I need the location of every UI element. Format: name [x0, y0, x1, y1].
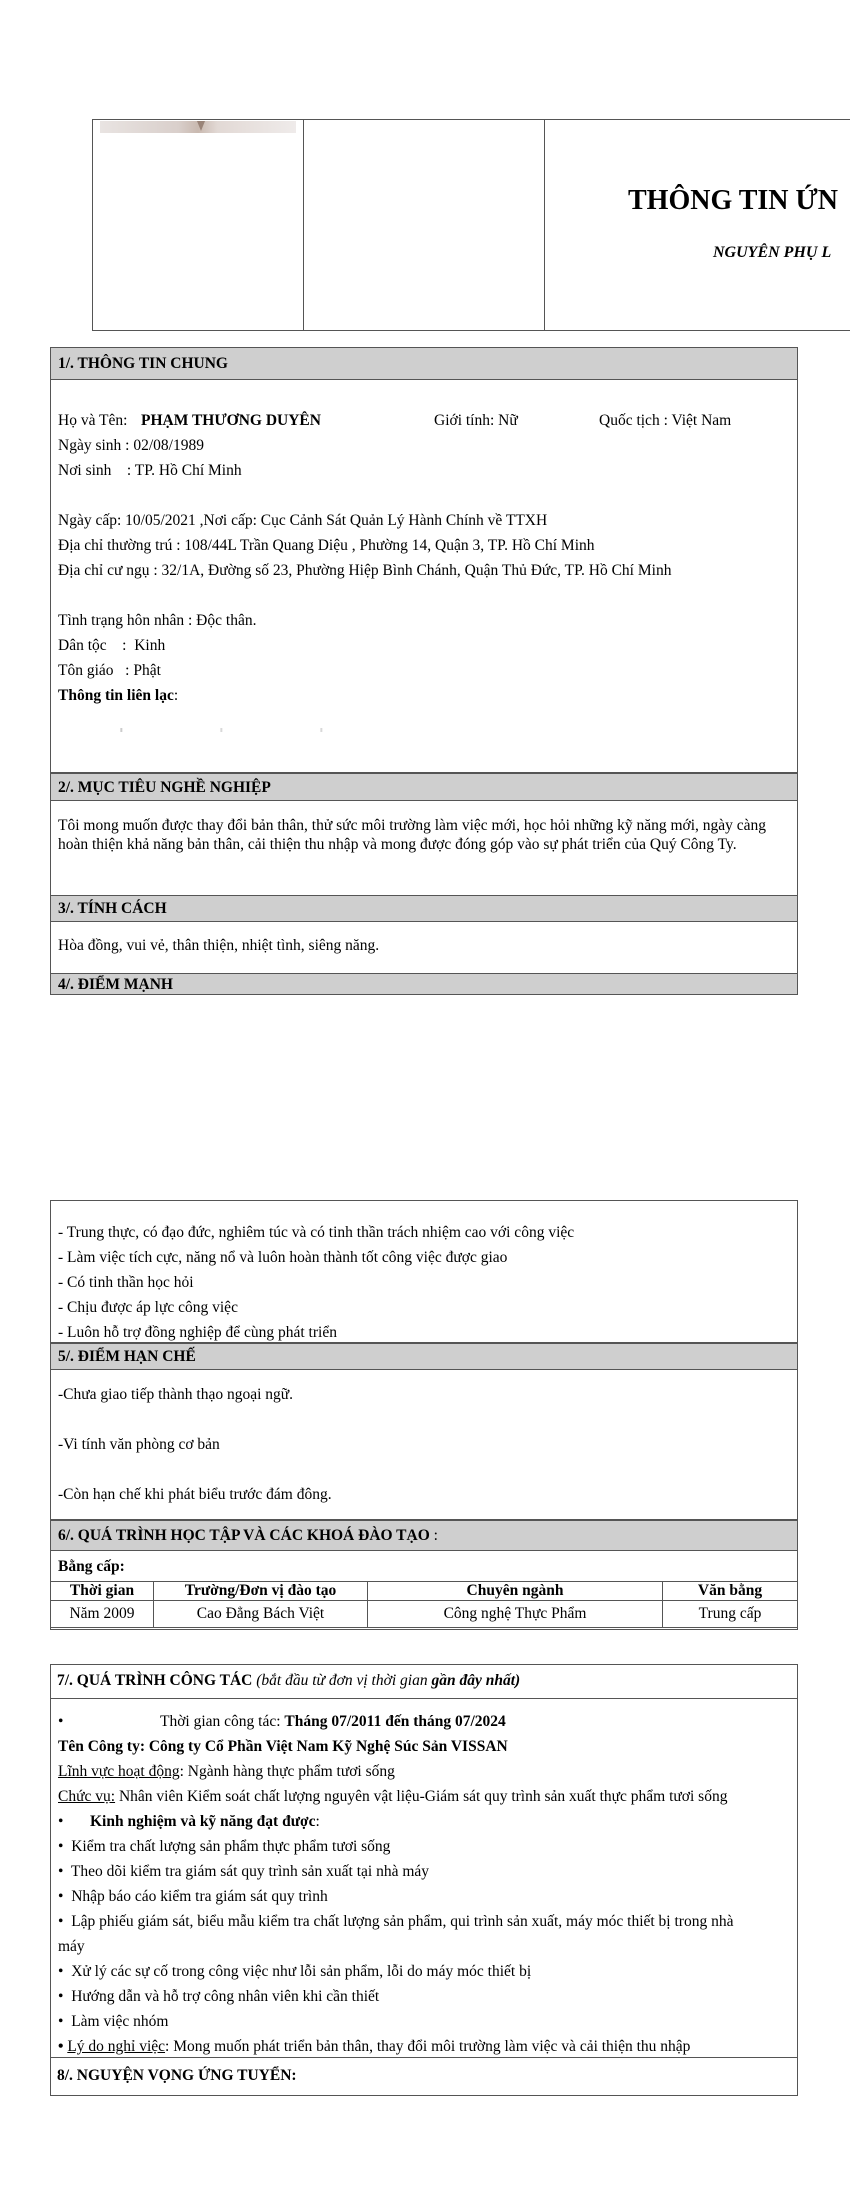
section-7-heading — [50, 1664, 798, 1699]
education-table — [50, 1581, 798, 1628]
company-name: Tên Công ty: Công ty Cổ Phần Việt Nam Kỹ Nghệ Súc Sản VISSAN — [58, 1738, 508, 1755]
contact-info: Thông tin liên lạc: — [58, 687, 179, 704]
job-position-label: Chức vụ: — [58, 1788, 116, 1805]
work-period — [160, 1712, 506, 1732]
skill-item-text: Kiểm tra chất lượng sản phẩm thực phẩm tươi sống — [71, 1838, 391, 1855]
cell-school: Cao Đẳng Bách Việt — [154, 1601, 368, 1628]
section-7-heading-note: (bắt đầu từ đơn vị thời gian — [256, 1672, 432, 1689]
section-4-heading: 4/. ĐIỂM MẠNH — [50, 973, 798, 995]
skill-item: • Theo dõi kiểm tra giám sát quy trình sản xuất tại nhà máy — [58, 1863, 430, 1880]
personality-text: Hòa đồng, vui vẻ, thân thiện, nhiệt tình, siêng năng. — [58, 937, 380, 954]
ethnicity: Dân tộc : Kinh — [58, 637, 166, 654]
section-7-heading-text: 7/. QUÁ TRÌNH CÔNG TÁC — [57, 1672, 253, 1689]
degree-label: Bằng cấp: — [58, 1558, 125, 1575]
cell-time: Năm 2009 — [51, 1601, 154, 1628]
full-name-value: PHẠM THƯƠNG DUYÊN — [141, 412, 321, 429]
strength-item: - Có tinh thần học hỏi — [58, 1274, 194, 1291]
header-title: THÔNG TIN ỨN — [628, 185, 839, 216]
leave-reason-label: Lý do nghỉ việc — [67, 2038, 166, 2055]
contact-info-label: Thông tin liên lạc — [58, 687, 174, 704]
job-position — [58, 1787, 727, 1807]
skill-item: • Hướng dẫn và hỗ trợ công nhân viên khi cần thiết — [58, 1988, 380, 2005]
current-address: Địa chỉ cư ngụ : 32/1A, Đường số 23, Phường Hiệp Bình Chánh, Quận Thủ Đức, TP. Hồ Chí Minh — [58, 562, 672, 579]
table-row — [51, 1601, 798, 1628]
skill-item: • Nhập báo cáo kiểm tra giám sát quy trình — [58, 1888, 328, 1905]
section-3-heading: 3/. TÍNH CÁCH — [50, 895, 798, 922]
header-divider-1 — [303, 119, 304, 331]
section-8-heading: 8/. NGUYỆN VỌNG ỨNG TUYỂN: — [57, 2067, 297, 2084]
cell-major: Công nghệ Thực Phẩm — [368, 1601, 663, 1628]
strength-item: - Trung thực, có đạo đức, nghiêm túc và có tinh thần trách nhiệm cao với công việc — [58, 1224, 575, 1241]
header-divider-2 — [544, 119, 545, 331]
skills-bullet: • — [58, 1813, 64, 1830]
skill-item: • Làm việc nhóm — [58, 2013, 169, 2030]
skills-heading-label: Kinh nghiệm và kỹ năng đạt được — [90, 1813, 316, 1830]
col-header-major: Chuyên ngành — [368, 1582, 663, 1601]
skill-item-text: Xử lý các sự cố trong công việc như lỗi sản phẩm, lỗi do máy móc thiết bị — [71, 1963, 532, 1980]
job-position-value: Nhân viên Kiểm soát chất lượng nguyên vật liệu-Giám sát quy trình sản xuất thực phẩm tươi sống — [115, 1788, 728, 1805]
strength-item: - Luôn hỗ trợ đồng nghiệp để cùng phát triển — [58, 1324, 337, 1341]
photo-fragment-point — [197, 121, 205, 131]
skills-heading: Kinh nghiệm và kỹ năng đạt được: — [90, 1813, 320, 1830]
full-name-label: Họ và Tên: — [58, 412, 128, 429]
marital-status: Tình trạng hôn nhân : Độc thân. — [58, 612, 257, 629]
skill-item-text: Nhập báo cáo kiểm tra giám sát quy trình — [71, 1888, 328, 1905]
leave-reason-value: : Mong muốn phát triển bản thân, thay đổi môi trường làm việc và cải thiện thu nhập — [165, 2038, 691, 2055]
contact-redacted-specks — [120, 728, 360, 732]
skill-item: • Xử lý các sự cố trong công việc như lỗi sản phẩm, lỗi do máy móc thiết bị — [58, 1963, 532, 1980]
section-4-box — [50, 1200, 798, 1343]
section-6-heading-suffix: : — [429, 1527, 438, 1544]
skill-item-text: Hướng dẫn và hỗ trợ công nhân viên khi cần thiết — [71, 1988, 380, 2005]
strength-item: - Chịu được áp lực công việc — [58, 1299, 238, 1316]
weakness-item: -Còn hạn chế khi phát biểu trước đám đông. — [58, 1486, 332, 1503]
strength-item: - Làm việc tích cực, năng nổ và luôn hoàn thành tốt công việc được giao — [58, 1249, 508, 1266]
col-header-time: Thời gian — [51, 1582, 154, 1601]
nationality: Quốc tịch : Việt Nam — [599, 412, 732, 429]
header-subtitle: NGUYÊN PHỤ L — [713, 244, 832, 261]
leave-reason: • Lý do nghỉ việc: Mong muốn phát triển bản thân, thay đổi môi trường làm việc và cải thiện thu nhập — [58, 2038, 691, 2055]
bullet-marker: • — [58, 1713, 64, 1730]
section-2-heading: 2/. MỤC TIÊU NGHỀ NGHIỆP — [50, 773, 798, 801]
weakness-item: -Chưa giao tiếp thành thạo ngoại ngữ. — [58, 1386, 294, 1403]
skill-item: • Kiểm tra chất lượng sản phẩm thực phẩm tươi sống — [58, 1838, 391, 1855]
skill-item-text: Lập phiếu giám sát, biểu mẫu kiểm tra chất lượng sản phẩm, qui trình sản xuất, máy móc thiết bị trong nhà — [71, 1913, 734, 1930]
skill-item-text: Theo dõi kiểm tra giám sát quy trình sản xuất tại nhà máy — [70, 1863, 430, 1880]
date-of-birth: Ngày sinh : 02/08/1989 — [58, 437, 204, 454]
skill-item-wrap: máy — [58, 1938, 85, 1955]
section-6-heading — [50, 1520, 798, 1551]
permanent-address: Địa chỉ thường trú : 108/44L Trần Quang Diệu , Phường 14, Quận 3, TP. Hồ Chí Minh — [58, 537, 595, 554]
section-5-heading: 5/. ĐIỂM HẠN CHẾ — [50, 1343, 798, 1370]
gender: Giới tính: Nữ — [434, 412, 518, 429]
work-period-value: Tháng 07/2011 đến tháng 07/2024 — [284, 1713, 506, 1730]
business-field-label: Lĩnh vực hoạt động — [58, 1763, 180, 1780]
place-of-birth: Nơi sinh : TP. Hồ Chí Minh — [58, 462, 242, 479]
col-header-school: Trường/Đơn vị đào tạo — [154, 1582, 368, 1601]
section-1-heading: 1/. THÔNG TIN CHUNG — [50, 347, 798, 380]
weakness-item: -Vi tính văn phòng cơ bản — [58, 1436, 220, 1453]
id-issue-info: Ngày cấp: 10/05/2021 ,Nơi cấp: Cục Cảnh Sát Quản Lý Hành Chính về TTXH — [58, 512, 548, 529]
section-6-heading-text: 6/. QUÁ TRÌNH HỌC TẬP VÀ CÁC KHOÁ ĐÀO TẠO — [58, 1527, 430, 1544]
business-field — [58, 1762, 395, 1782]
career-objective-text: Tôi mong muốn được thay đổi bản thân, thử sức môi trường làm việc mới, học hỏi những kỹ năng mới, ngày càng hoàn thiện khả năng bản thân, cải thiện thu nhập và mong được đóng góp vào sự phát triển của Quý Công Ty. — [58, 817, 767, 853]
skill-item: • Lập phiếu giám sát, biểu mẫu kiểm tra chất lượng sản phẩm, qui trình sản xuất, máy móc thiết bị trong nhà — [58, 1913, 734, 1930]
business-field-value: : Ngành hàng thực phẩm tươi sống — [179, 1763, 395, 1780]
header-table — [92, 119, 850, 331]
skill-item-text: Làm việc nhóm — [71, 2013, 169, 2030]
col-header-degree: Văn bằng — [663, 1582, 798, 1601]
work-period-label: Thời gian công tác: — [160, 1713, 285, 1730]
religion: Tôn giáo : Phật — [58, 662, 161, 679]
section-7-heading-note-bold: gần đây nhất) — [431, 1672, 521, 1689]
cell-degree: Trung cấp — [663, 1601, 798, 1628]
